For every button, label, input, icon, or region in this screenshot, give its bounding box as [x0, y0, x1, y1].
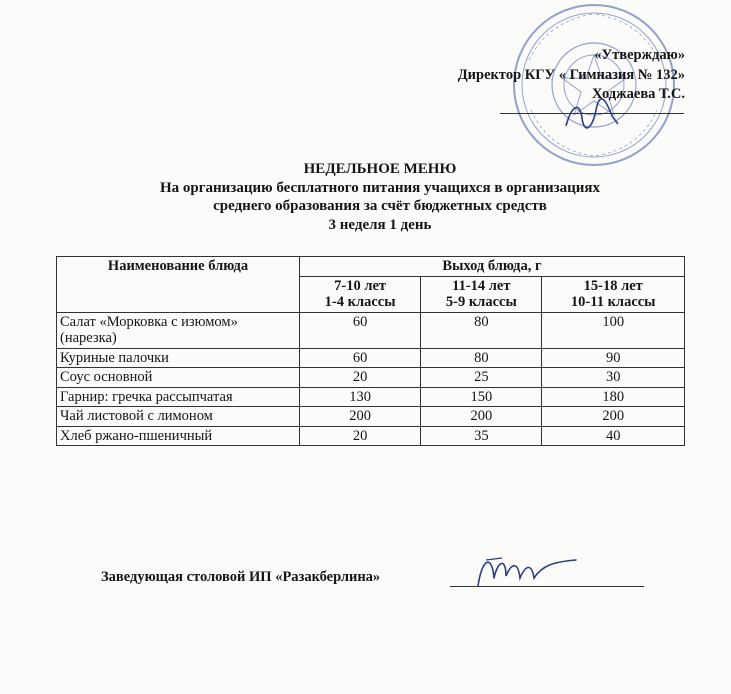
document-heading [0, 160, 731, 234]
value-group-2: 35 [421, 426, 542, 446]
approval-name: Ходжаева Т.С. [591, 86, 685, 102]
table-row [57, 368, 685, 388]
table-row [57, 407, 685, 427]
header-group-3 [542, 276, 685, 312]
value-group-2: 200 [421, 407, 542, 427]
value-group-2: 150 [421, 387, 542, 407]
heading-title: НЕДЕЛЬНОЕ МЕНЮ [303, 161, 457, 177]
header-output: Выход блюда, г [300, 257, 685, 277]
header-group-1 [300, 276, 421, 312]
dish-name: Соус основной [57, 368, 300, 388]
manager-signature-image [472, 548, 582, 596]
approval-director: Директор КГУ « Гимназия № 132» [457, 66, 685, 83]
group-age: 15-18 лет [583, 277, 643, 294]
value-group-3: 30 [542, 368, 685, 388]
heading-line-4: 3 неделя 1 день [328, 216, 432, 233]
group-grades: 1-4 классы [324, 294, 396, 310]
heading-line-3: среднего образования за счёт бюджетных средств [213, 198, 547, 214]
heading-line-2: На организацию бесплатного питания учащихся в организациях [159, 179, 601, 196]
value-group-3: 180 [542, 387, 685, 407]
value-group-3: 100 [542, 312, 685, 348]
value-group-2: 25 [421, 368, 542, 388]
dish-name: Чай листовой с лимоном [57, 407, 300, 427]
value-group-1: 20 [300, 426, 421, 446]
table-row [57, 387, 685, 407]
value-group-2: 80 [421, 348, 542, 368]
value-group-1: 60 [300, 348, 421, 368]
approval-title: «Утверждаю» [594, 47, 685, 63]
dish-name: Салат «Морковка с изюмом» (нарезка) [57, 312, 300, 348]
value-group-1: 200 [300, 407, 421, 427]
header-group-2 [421, 276, 542, 312]
footer-label: Заведующая столовой ИП «Разакберлина» [101, 569, 381, 585]
group-grades: 5-9 классы [445, 294, 517, 310]
value-group-1: 20 [300, 368, 421, 388]
menu-table [56, 256, 685, 446]
value-group-1: 60 [300, 312, 421, 348]
dish-name: Хлеб ржано-пшеничный [57, 426, 300, 446]
table-row [57, 348, 685, 368]
dish-name: Куриные палочки [57, 348, 300, 368]
value-group-3: 90 [542, 348, 685, 368]
group-age: 7-10 лет [334, 277, 387, 294]
value-group-1: 130 [300, 387, 421, 407]
header-dish-name: Наименование блюда [57, 257, 300, 313]
group-grades: 10-11 классы [570, 294, 656, 310]
director-signature-image [562, 96, 622, 136]
value-group-2: 80 [421, 312, 542, 348]
dish-name: Гарнир: гречка рассыпчатая [57, 387, 300, 407]
value-group-3: 200 [542, 407, 685, 427]
table-header-row [57, 257, 685, 277]
value-group-3: 40 [542, 426, 685, 446]
table-row [57, 426, 685, 446]
group-age: 11-14 лет [452, 277, 511, 294]
table-row [57, 312, 685, 348]
